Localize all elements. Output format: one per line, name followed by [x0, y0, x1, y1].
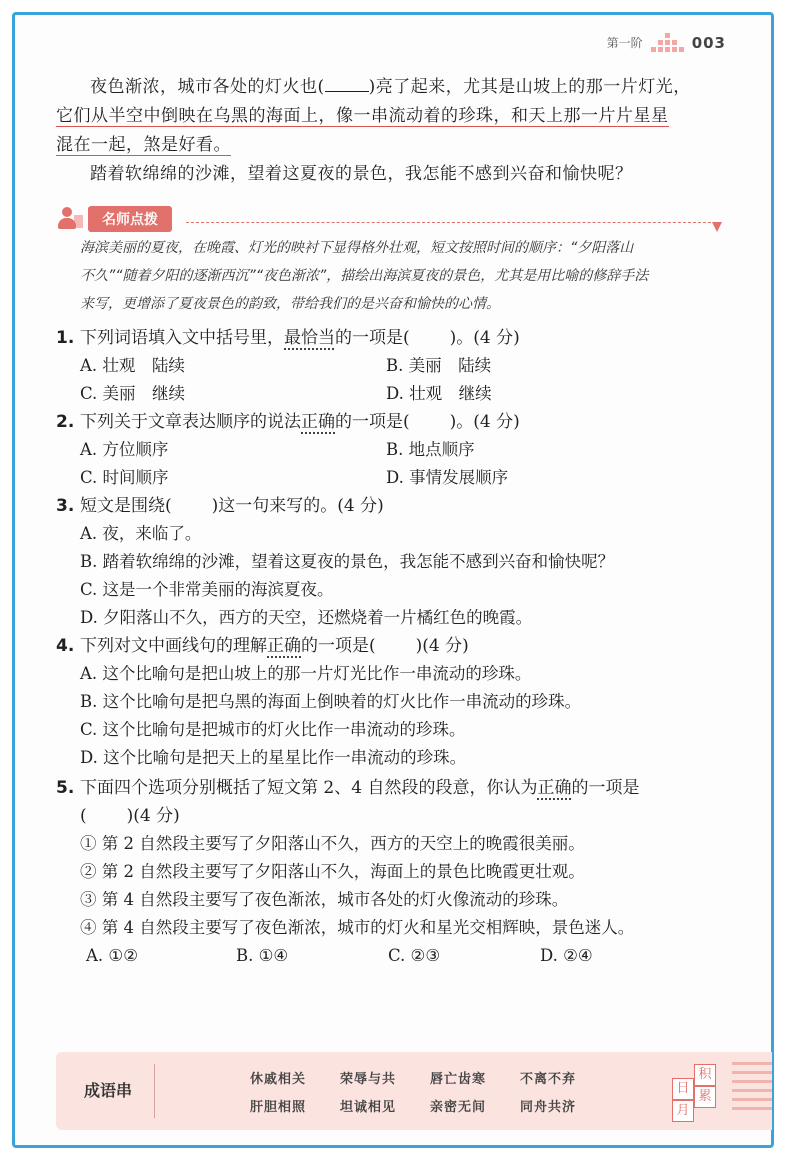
q3-option-d[interactable]: D. 夕阳落山不久，西方的天空，还燃烧着一片橘红色的晚霞。 — [80, 608, 533, 627]
passage-underlined-sentence: 它们从半空中倒映在乌黑的海面上，像一串流动着的珍珠，和天上那一片片星星 — [56, 106, 669, 126]
question-1: 1. 下列词语填入文中括号里，最恰当的一项是( )。(4 分) — [56, 328, 520, 348]
arrow-down-icon — [712, 222, 722, 232]
passage-paragraph-3: 夜色渐浓，城市各处的灯火也( )亮了起来，尤其是山坡上的那一片灯光， — [90, 77, 691, 97]
q1-option-c[interactable]: C. 美丽 继续 — [80, 384, 186, 403]
idiom-item: 唇亡齿寒 — [430, 1072, 487, 1087]
q5-item-3: ③ 第 4 自然段主要写了夜色渐浓，城市各处的灯火像流动的珍珠。 — [80, 890, 569, 909]
tips-label: 名师点拨 — [88, 206, 172, 232]
q4-option-d[interactable]: D. 这个比喻句是把天上的星星比作一串流动的珍珠。 — [80, 748, 467, 767]
q2-option-d[interactable]: D. 事情发展顺序 — [386, 468, 509, 487]
passage-paragraph-4: 踏着软绵绵的沙滩，望着这夏夜的景色，我怎能不感到兴奋和愉快呢？ — [90, 164, 633, 184]
idiom-item: 不离不弃 — [520, 1072, 577, 1087]
question-4: 4. 下列对文中画线句的理解正确的一项是( )(4 分) — [56, 636, 469, 656]
q5-item-1: ① 第 2 自然段主要写了夕阳落山不久，西方的天空上的晚霞很美丽。 — [80, 834, 585, 853]
tips-header — [56, 206, 172, 232]
q3-option-c[interactable]: C. 这是一个非常美丽的海滨夏夜。 — [80, 580, 334, 599]
idiom-item: 亲密无间 — [430, 1100, 487, 1115]
teacher-icon — [56, 207, 84, 231]
q4-option-b[interactable]: B. 这个比喻句是把乌黑的海面上倒映着的灯火比作一串流动的珍珠。 — [80, 692, 582, 711]
page-header — [607, 33, 726, 52]
q1-option-a[interactable]: A. 壮观 陆续 — [80, 356, 185, 375]
q2-option-c[interactable]: C. 时间顺序 — [80, 468, 169, 487]
q3-option-a[interactable]: A. 夜，来临了。 — [80, 524, 202, 543]
idiom-footer — [56, 1052, 772, 1130]
emphasis-dotted: 最恰当 — [284, 328, 335, 348]
idiom-item: 坦诚相见 — [340, 1100, 397, 1115]
stamp-logo: 日 积 月 累 — [672, 1064, 718, 1116]
emphasis-dotted: 正确 — [267, 636, 301, 656]
footer-divider — [154, 1064, 155, 1118]
q5-item-2: ② 第 2 自然段主要写了夕阳落山不久，海面上的景色比晚霞更壮观。 — [80, 862, 585, 881]
idiom-item: 肝胆相照 — [250, 1100, 307, 1115]
q1-option-b[interactable]: B. 美丽 陆续 — [386, 356, 492, 375]
idiom-item: 休戚相关 — [250, 1072, 307, 1087]
q2-option-a[interactable]: A. 方位顺序 — [80, 440, 169, 459]
idiom-item: 同舟共济 — [520, 1100, 577, 1115]
emphasis-dotted: 正确 — [537, 778, 572, 798]
idiom-item: 荣辱与共 — [340, 1072, 397, 1087]
tips-text: 海滨美丽的夏夜，在晚霞、灯光的映衬下显得格外壮观，短文按照时间的顺序：“夕阳落山 不久”“随着夕阳的逐渐西沉”“夜色渐浓”，描绘出海滨夏夜的景色，尤其是用比喻的修辞手法 来写，更增添了夏夜景色的韵致，带给我们的是兴奋和愉快的心情。 — [80, 240, 649, 312]
q5-option-a[interactable]: A. ①② — [86, 946, 138, 965]
q5-option-d[interactable]: D. ②④ — [540, 946, 593, 965]
decor-dots-icon — [651, 33, 684, 52]
tips-divider — [186, 222, 716, 223]
question-3: 3. 短文是围绕( )这一句来写的。(4 分) — [56, 496, 384, 516]
q1-option-d[interactable]: D. 壮观 继续 — [386, 384, 492, 403]
decor-stripes — [732, 1062, 772, 1120]
question-5-line2: ( )(4 分) — [80, 806, 180, 826]
passage-underlined-sentence-end: 混在一起，煞是好看。 — [56, 135, 231, 155]
q5-option-c[interactable]: C. ②③ — [388, 946, 441, 965]
q4-option-c[interactable]: C. 这个比喻句是把城市的灯火比作一串流动的珍珠。 — [80, 720, 466, 739]
q3-option-b[interactable]: B. 踏着软绵绵的沙滩，望着这夏夜的景色，我怎能不感到兴奋和愉快呢？ — [80, 552, 615, 571]
emphasis-dotted: 正确 — [301, 412, 335, 432]
q4-option-a[interactable]: A. 这个比喻句是把山坡上的那一片灯光比作一串流动的珍珠。 — [80, 664, 532, 683]
q2-option-b[interactable]: B. 地点顺序 — [386, 440, 475, 459]
q5-item-4: ④ 第 4 自然段主要写了夜色渐浓，城市的灯火和星光交相辉映，景色迷人。 — [80, 918, 635, 937]
answer-blank — [325, 91, 369, 92]
idiom-title: 成语串 — [84, 1081, 133, 1100]
page-number: 003 — [691, 33, 726, 52]
q5-option-b[interactable]: B. ①④ — [236, 946, 289, 965]
question-2: 2. 下列关于文章表达顺序的说法正确的一项是( )。(4 分) — [56, 412, 520, 432]
section-label: 第一阶 — [606, 36, 643, 50]
question-5: 5. 下面四个选项分别概括了短文第 2、4 自然段的段意，你认为正确的一项是 — [56, 778, 640, 798]
